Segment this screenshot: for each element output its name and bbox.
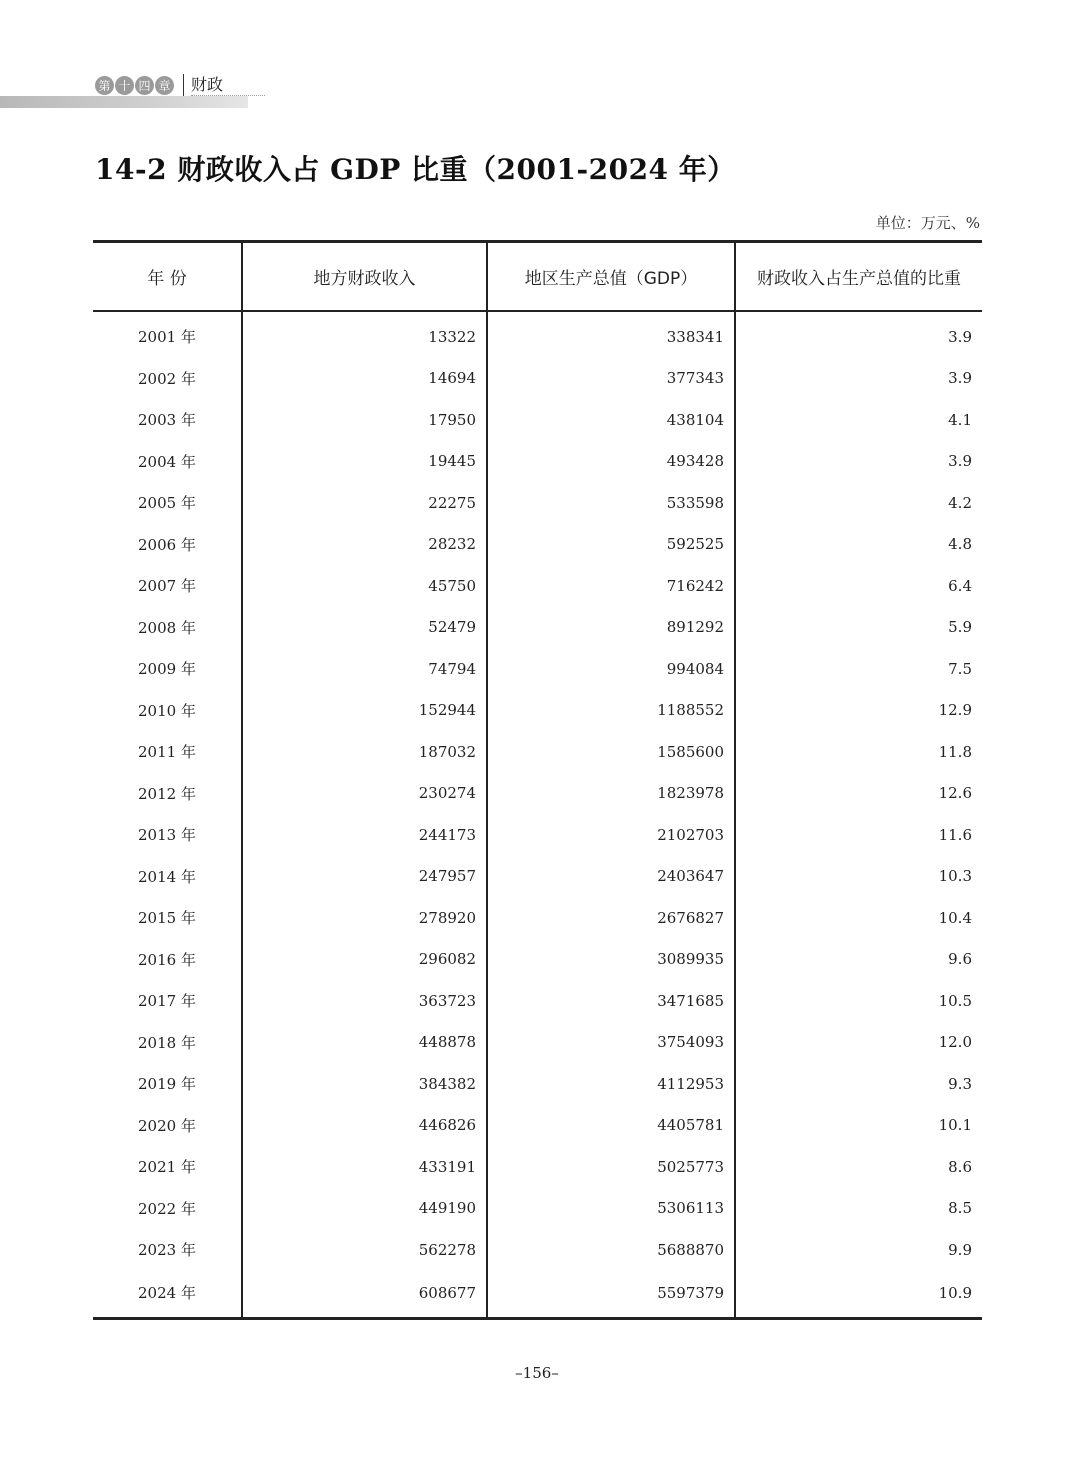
cell-revenue: 278920 (242, 897, 487, 939)
cell-revenue: 19445 (242, 441, 487, 483)
cell-gdp: 533598 (487, 482, 735, 524)
cell-ratio: 11.6 (735, 814, 982, 856)
table-row (93, 1022, 982, 1064)
unit-label: 单位：万元、% (875, 214, 980, 232)
cell-year: 2013 年 (138, 826, 196, 845)
cell-revenue: 52479 (242, 607, 487, 649)
cell-gdp: 377343 (487, 358, 735, 400)
page-number: –156– (515, 1364, 559, 1382)
cell-ratio: 10.3 (735, 856, 982, 898)
cell-gdp: 2102703 (487, 814, 735, 856)
cell-revenue: 45750 (242, 565, 487, 607)
cell-gdp: 5688870 (487, 1229, 735, 1271)
cell-year: 2018 年 (138, 1033, 196, 1052)
cell-ratio: 3.9 (735, 311, 982, 358)
cell-year: 2007 年 (138, 577, 196, 596)
table-row (93, 1063, 982, 1105)
cell-year: 2004 年 (138, 452, 196, 471)
cell-revenue: 74794 (242, 648, 487, 690)
cell-ratio: 9.6 (735, 939, 982, 981)
table-row (93, 358, 982, 400)
cell-ratio: 10.9 (735, 1271, 982, 1319)
cell-revenue: 433191 (242, 1146, 487, 1188)
chapter-char: 章 (155, 76, 174, 95)
table-header-row (93, 242, 982, 312)
cell-revenue: 608677 (242, 1271, 487, 1319)
cell-gdp: 493428 (487, 441, 735, 483)
data-table (93, 240, 982, 1320)
chapter-char: 十 (115, 76, 134, 95)
table-row (93, 731, 982, 773)
cell-year: 2023 年 (138, 1241, 196, 1260)
cell-revenue: 230274 (242, 773, 487, 815)
cell-ratio: 10.4 (735, 897, 982, 939)
cell-year: 2016 年 (138, 950, 196, 969)
cell-year: 2001 年 (138, 328, 196, 347)
cell-gdp: 5306113 (487, 1188, 735, 1230)
cell-revenue: 363723 (242, 980, 487, 1022)
cell-gdp: 1188552 (487, 690, 735, 732)
column-header-gdp: 地区生产总值（GDP） (487, 242, 735, 312)
cell-year: 2011 年 (138, 743, 196, 762)
cell-gdp: 1823978 (487, 773, 735, 815)
table-row (93, 1105, 982, 1147)
cell-year: 2019 年 (138, 1075, 196, 1094)
cell-gdp: 592525 (487, 524, 735, 566)
cell-ratio: 3.9 (735, 358, 982, 400)
table-row (93, 773, 982, 815)
cell-year: 2012 年 (138, 784, 196, 803)
cell-gdp: 3754093 (487, 1022, 735, 1064)
table-row (93, 399, 982, 441)
table-row (93, 1271, 982, 1319)
cell-gdp: 716242 (487, 565, 735, 607)
column-header-ratio: 财政收入占生产总值的比重 (735, 242, 982, 312)
table-row (93, 939, 982, 981)
cell-revenue: 244173 (242, 814, 487, 856)
cell-year: 2002 年 (138, 369, 196, 388)
chapter-name: 财政 (191, 75, 265, 96)
cell-revenue: 562278 (242, 1229, 487, 1271)
cell-gdp: 1585600 (487, 731, 735, 773)
cell-gdp: 891292 (487, 607, 735, 649)
cell-ratio: 8.6 (735, 1146, 982, 1188)
cell-ratio: 4.8 (735, 524, 982, 566)
cell-ratio: 8.5 (735, 1188, 982, 1230)
table-row (93, 856, 982, 898)
chapter-header (95, 72, 265, 98)
column-header-revenue: 地方财政收入 (242, 242, 487, 312)
cell-revenue: 187032 (242, 731, 487, 773)
cell-year: 2005 年 (138, 494, 196, 513)
cell-revenue: 247957 (242, 856, 487, 898)
table-title: 14-2 财政收入占 GDP 比重（2001-2024 年） (95, 153, 736, 186)
table-row (93, 311, 982, 358)
cell-revenue: 296082 (242, 939, 487, 981)
cell-gdp: 2676827 (487, 897, 735, 939)
cell-ratio: 6.4 (735, 565, 982, 607)
cell-revenue: 22275 (242, 482, 487, 524)
cell-ratio: 11.8 (735, 731, 982, 773)
cell-gdp: 5025773 (487, 1146, 735, 1188)
chapter-char: 四 (135, 76, 154, 95)
table-body (93, 311, 982, 1318)
cell-year: 2003 年 (138, 411, 196, 430)
cell-year: 2017 年 (138, 992, 196, 1011)
cell-year: 2024 年 (138, 1284, 196, 1302)
table-row (93, 648, 982, 690)
table-row (93, 1146, 982, 1188)
table-row (93, 814, 982, 856)
table-row (93, 565, 982, 607)
table-row (93, 1188, 982, 1230)
cell-ratio: 9.3 (735, 1063, 982, 1105)
chapter-divider (183, 74, 184, 96)
cell-ratio: 7.5 (735, 648, 982, 690)
cell-revenue: 446826 (242, 1105, 487, 1147)
cell-gdp: 2403647 (487, 856, 735, 898)
column-header-year: 年 份 (93, 242, 242, 312)
cell-year: 2010 年 (138, 701, 196, 720)
cell-year: 2022 年 (138, 1199, 196, 1218)
cell-revenue: 17950 (242, 399, 487, 441)
cell-year: 2014 年 (138, 867, 196, 886)
cell-ratio: 12.0 (735, 1022, 982, 1064)
cell-ratio: 9.9 (735, 1229, 982, 1271)
cell-revenue: 449190 (242, 1188, 487, 1230)
table-row (93, 1229, 982, 1271)
cell-year: 2008 年 (138, 618, 196, 637)
cell-year: 2006 年 (138, 535, 196, 554)
cell-year: 2015 年 (138, 909, 196, 928)
cell-ratio: 12.6 (735, 773, 982, 815)
table-row (93, 897, 982, 939)
cell-ratio: 5.9 (735, 607, 982, 649)
cell-revenue: 13322 (242, 311, 487, 358)
cell-year: 2020 年 (138, 1116, 196, 1135)
cell-gdp: 3471685 (487, 980, 735, 1022)
table-row (93, 690, 982, 732)
cell-gdp: 338341 (487, 311, 735, 358)
cell-gdp: 4112953 (487, 1063, 735, 1105)
cell-ratio: 4.1 (735, 399, 982, 441)
cell-gdp: 994084 (487, 648, 735, 690)
table-row (93, 482, 982, 524)
cell-year: 2009 年 (138, 660, 196, 679)
chapter-char: 第 (95, 76, 114, 95)
cell-revenue: 14694 (242, 358, 487, 400)
cell-revenue: 152944 (242, 690, 487, 732)
cell-year: 2021 年 (138, 1158, 196, 1177)
table-row (93, 524, 982, 566)
cell-revenue: 28232 (242, 524, 487, 566)
table-row (93, 441, 982, 483)
table-row (93, 607, 982, 649)
cell-gdp: 5597379 (487, 1271, 735, 1319)
cell-gdp: 3089935 (487, 939, 735, 981)
cell-ratio: 3.9 (735, 441, 982, 483)
cell-ratio: 10.5 (735, 980, 982, 1022)
cell-revenue: 384382 (242, 1063, 487, 1105)
cell-gdp: 438104 (487, 399, 735, 441)
cell-ratio: 12.9 (735, 690, 982, 732)
cell-revenue: 448878 (242, 1022, 487, 1064)
table-row (93, 980, 982, 1022)
cell-ratio: 10.1 (735, 1105, 982, 1147)
chapter-label (95, 76, 174, 95)
cell-gdp: 4405781 (487, 1105, 735, 1147)
cell-ratio: 4.2 (735, 482, 982, 524)
